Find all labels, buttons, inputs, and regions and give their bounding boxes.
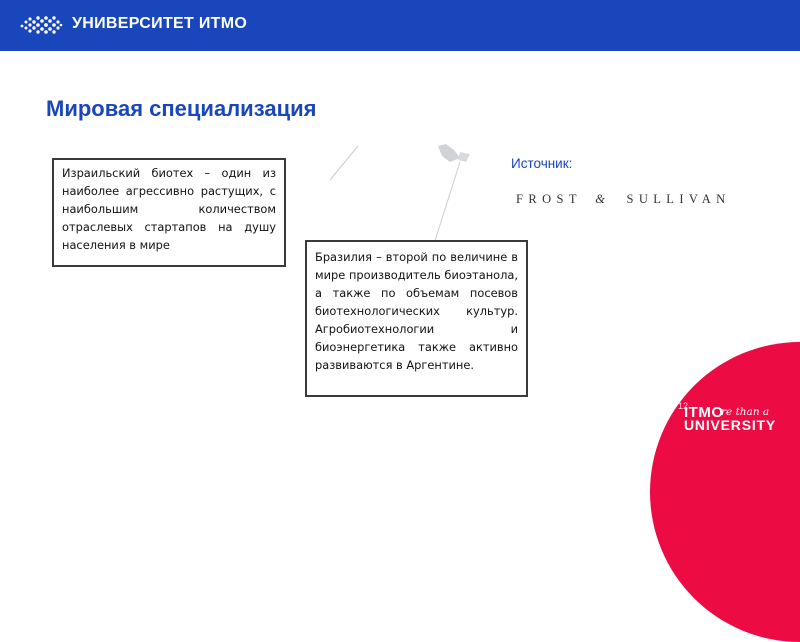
logo-ampersand: & [595,192,605,206]
badge-university: UNIVERSITY [684,417,777,433]
israel-biotech-textbox: Израильский биотех – один из наиболее агрессивно растущих, с наибольшим количеством отраслевых стартапов на душу населения в мире [52,158,286,267]
itmo-dots-logo-icon [19,14,63,36]
logo-word-sullivan: SULLIVAN [626,192,731,206]
brand-name: УНИВЕРСИТЕТ ИТМО [72,15,248,32]
frost-sullivan-logo [516,192,731,207]
page-number: 12 [678,401,689,411]
slide-title: Мировая специализация [46,96,317,121]
itmo-corner-badge [650,342,800,642]
badge-itmo: ITMO [684,404,724,421]
source-label: Источник: [511,156,573,171]
brazil-biotech-textbox: Бразилия – второй по величине в мире производитель биоэтанола, а также по объемам посевов биотехнологических культур. Агробиотехнологии и биоэнергетика также активно развиваются в Аргентине. [305,240,528,397]
header-bar [0,0,800,51]
badge-tagline: re than a [721,406,770,418]
logo-word-frost: FROST [516,192,582,206]
